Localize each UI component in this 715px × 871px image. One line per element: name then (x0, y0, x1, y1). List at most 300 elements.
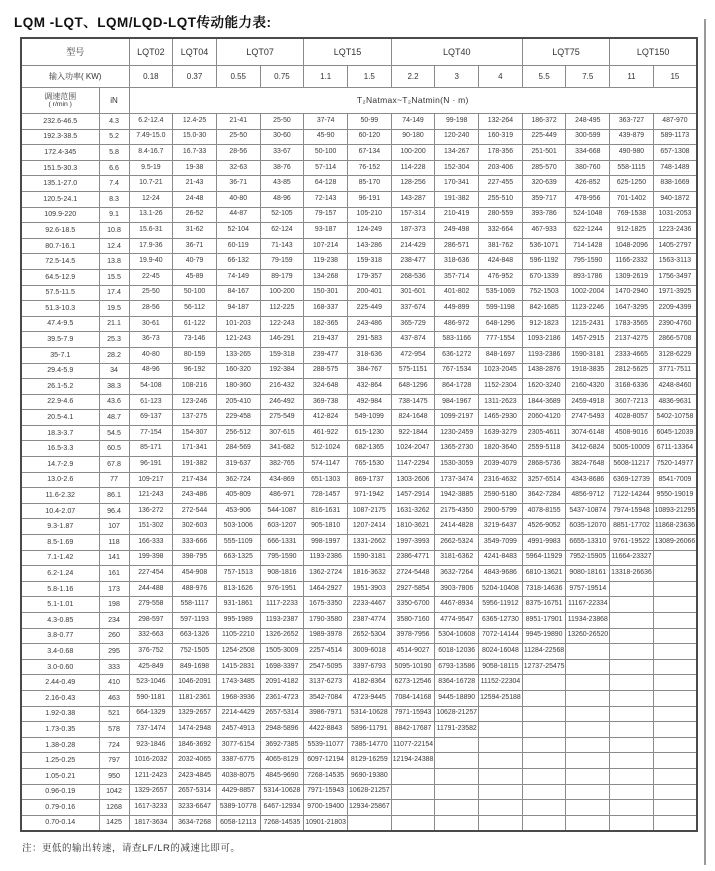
torque-cell: 40-80 (216, 191, 260, 207)
torque-cell: 11934-23868 (566, 613, 610, 629)
torque-cell: 2590-5180 (479, 488, 523, 504)
torque-cell: 1254-2508 (216, 644, 260, 660)
footer-note: 注：更低的输出转速，请查LF/LR的减速比即可。 (22, 843, 241, 855)
torque-cell: 4429-8857 (216, 784, 260, 800)
torque-cell: 157-314 (391, 207, 435, 223)
torque-cell: 225-449 (522, 129, 566, 145)
torque-cell: 398-795 (173, 550, 217, 566)
ratio-cell: 48.7 (99, 410, 129, 426)
ratio-cell: 950 (99, 768, 129, 784)
torque-cell: 60-120 (347, 129, 391, 145)
torque-cell: 38-76 (260, 160, 304, 176)
torque-cell: 3903-7806 (435, 581, 479, 597)
torque-cell: 9700-19400 (304, 800, 348, 816)
torque-cell (435, 815, 479, 831)
torque-cell: 36-71 (216, 176, 260, 192)
torque-cell: 359-717 (522, 191, 566, 207)
torque-cell: 52-104 (216, 223, 260, 239)
torque-cell: 3978-7956 (391, 628, 435, 644)
torque-cell: 503-1006 (216, 519, 260, 535)
torque-cell: 4467-8934 (435, 597, 479, 613)
torque-cell (479, 753, 523, 769)
torque-cell: 123-246 (173, 394, 217, 410)
torque-cell: 393-786 (522, 207, 566, 223)
torque-cell: 6097-12194 (304, 753, 348, 769)
torque-cell: 748-1489 (653, 160, 697, 176)
torque-cell: 19.9-40 (129, 254, 173, 270)
torque-cell (479, 768, 523, 784)
torque-cell: 664-1329 (129, 706, 173, 722)
speed-range-cell: 5.8-1.16 (21, 581, 99, 597)
torque-cell: 842-1685 (522, 301, 566, 317)
torque-cell: 40-79 (173, 254, 217, 270)
torque-cell: 238-477 (391, 254, 435, 270)
torque-cell: 1590-3181 (347, 550, 391, 566)
table-row (21, 628, 697, 644)
torque-cell: 4845-9690 (260, 768, 304, 784)
torque-cell: 21-41 (216, 114, 260, 130)
torque-cell: 2091-4182 (260, 675, 304, 691)
speed-range-cell: 7.1-1.42 (21, 550, 99, 566)
speed-range-cell: 51.3-10.3 (21, 301, 99, 317)
torque-cell: 1331-2662 (347, 535, 391, 551)
torque-cell (522, 722, 566, 738)
torque-cell (479, 722, 523, 738)
torque-cell: 765-1530 (347, 457, 391, 473)
table-row (21, 784, 697, 800)
torque-cell: 251-501 (522, 145, 566, 161)
torque-cell (479, 815, 523, 831)
torque-cell: 2948-5896 (260, 722, 304, 738)
torque-cell: 286-571 (435, 238, 479, 254)
torque-cell: 56-112 (173, 301, 217, 317)
torque-cell: 1997-3993 (391, 535, 435, 551)
torque-cell: 143-287 (391, 191, 435, 207)
torque-cell: 2459-4918 (566, 394, 610, 410)
torque-cell (522, 815, 566, 831)
torque-cell: 318-636 (347, 347, 391, 363)
torque-cell: 524-1048 (566, 207, 610, 223)
torque-cell: 2209-4399 (653, 301, 697, 317)
torque-cell: 227-454 (129, 566, 173, 582)
torque-cell (610, 706, 654, 722)
ratio-cell: 86.1 (99, 488, 129, 504)
torque-cell: 107-214 (304, 238, 348, 254)
torque-cell: 574-1147 (304, 457, 348, 473)
torque-cell: 558-1117 (173, 597, 217, 613)
torque-cell: 11868-23636 (653, 519, 697, 535)
torque-cell: 4065-8129 (260, 753, 304, 769)
table-row (21, 457, 697, 473)
torque-cell (610, 659, 654, 675)
torque-cell: 146-291 (260, 332, 304, 348)
speed-range-cell: 192.3-38.5 (21, 129, 99, 145)
torque-cell: 2257-4514 (304, 644, 348, 660)
ratio-cell: 6.6 (99, 160, 129, 176)
table-row (21, 363, 697, 379)
torque-cell: 1193-2386 (522, 347, 566, 363)
model-header-row (21, 38, 697, 66)
torque-cell: 461-922 (304, 425, 348, 441)
torque-cell: 2333-4665 (610, 347, 654, 363)
input-power-cell: 1.5 (347, 66, 391, 88)
ratio-cell: 25.3 (99, 332, 129, 348)
torque-cell: 4991-9983 (522, 535, 566, 551)
table-row (21, 379, 697, 395)
torque-cell: 12737-25475 (522, 659, 566, 675)
torque-cell: 487-970 (653, 114, 697, 130)
torque-cell: 94-187 (216, 301, 260, 317)
torque-cell: 2662-5324 (435, 535, 479, 551)
torque-cell: 738-1475 (391, 394, 435, 410)
speed-range-cell: 120.5-24.1 (21, 191, 99, 207)
ratio-cell: 19.5 (99, 301, 129, 317)
torque-cell: 31-62 (173, 223, 217, 239)
torque-cell: 1465-2930 (479, 410, 523, 426)
torque-cell: 72-143 (304, 191, 348, 207)
torque-cell: 1918-3835 (566, 363, 610, 379)
torque-cell: 1790-3580 (304, 613, 348, 629)
torque-cell: 10628-21257 (347, 784, 391, 800)
torque-cell (522, 784, 566, 800)
torque-cell: 67-134 (347, 145, 391, 161)
torque-cell (653, 659, 697, 675)
torque-cell: 8024-16048 (479, 644, 523, 660)
torque-cell: 200-401 (347, 285, 391, 301)
torque-cell: 535-1069 (479, 285, 523, 301)
table-row (21, 753, 697, 769)
torque-cell: 4514-9027 (391, 644, 435, 660)
ratio-cell: 77 (99, 472, 129, 488)
torque-cell: 412-824 (304, 410, 348, 426)
table-row (21, 644, 697, 660)
torque-cell: 45-89 (173, 269, 217, 285)
torque-cell: 384-767 (347, 363, 391, 379)
ratio-cell: 295 (99, 644, 129, 660)
torque-cell: 324-648 (304, 379, 348, 395)
table-row (21, 815, 697, 831)
torque-cell: 124-249 (347, 223, 391, 239)
torque-cell: 100-200 (391, 145, 435, 161)
torque-cell: 1474-2948 (173, 722, 217, 738)
torque-cell: 30-60 (260, 129, 304, 145)
torque-cell: 96-191 (129, 457, 173, 473)
table-row (21, 690, 697, 706)
torque-cell: 4774-9547 (435, 613, 479, 629)
torque-cell: 3257-6514 (522, 472, 566, 488)
torque-cell: 248-495 (566, 114, 610, 130)
torque-cell: 36-71 (173, 238, 217, 254)
torque-cell (610, 815, 654, 831)
torque-cell: 108-216 (173, 379, 217, 395)
torque-cell: 50-100 (173, 285, 217, 301)
torque-cell (435, 753, 479, 769)
torque-cell: 7971-15943 (391, 706, 435, 722)
torque-cell: 3632-7264 (435, 566, 479, 582)
torque-cell: 5314-10628 (260, 784, 304, 800)
torque-cell: 2652-5304 (347, 628, 391, 644)
torque-cell: 824-1648 (391, 410, 435, 426)
torque-cell: 45-90 (304, 129, 348, 145)
ratio-cell: 118 (99, 535, 129, 551)
torque-cell: 1181-2361 (173, 690, 217, 706)
torque-cell: 4723-9445 (347, 690, 391, 706)
speed-range-cell: 1.38-0.28 (21, 737, 99, 753)
torque-cell: 133-265 (216, 347, 260, 363)
torque-cell: 476-952 (479, 269, 523, 285)
torque-cell: 37-74 (304, 114, 348, 130)
torque-cell: 182-365 (304, 316, 348, 332)
torque-cell: 467-933 (522, 223, 566, 239)
torque-cell: 1329-2657 (129, 784, 173, 800)
torque-cell: 76-152 (347, 160, 391, 176)
torque-cell: 4843-9686 (479, 566, 523, 582)
torque-cell: 12.4-25 (173, 114, 217, 130)
torque-cell: 1046-2091 (173, 675, 217, 691)
torque-cell: 279-558 (129, 597, 173, 613)
torque-cell: 6810-13621 (522, 566, 566, 582)
torque-cell: 2868-5736 (522, 457, 566, 473)
torque-cell: 57-114 (304, 160, 348, 176)
speed-range-cell: 47.4-9.5 (21, 316, 99, 332)
model-cell: LQT75 (522, 38, 609, 66)
torque-cell: 1048-2096 (610, 238, 654, 254)
torque-cell: 16.7-33 (173, 145, 217, 161)
torque-cell: 6655-13310 (566, 535, 610, 551)
torque-cell: 4248-8460 (653, 379, 697, 395)
model-cell: LQT04 (173, 38, 217, 66)
ratio-header: iN (99, 88, 129, 114)
torque-cell (610, 722, 654, 738)
speed-range-cell: 92.6-18.5 (21, 223, 99, 239)
torque-cell: 816-1631 (304, 503, 348, 519)
torque-range-header: T₂Natmax~T₂Natmin(N · m) (129, 88, 697, 114)
torque-cell (610, 768, 654, 784)
torque-cell: 85-170 (347, 176, 391, 192)
torque-cell: 478-956 (566, 191, 610, 207)
torque-cell: 5964-11929 (522, 550, 566, 566)
torque-cell: 1617-3233 (129, 800, 173, 816)
torque-cell: 1951-3903 (347, 581, 391, 597)
torque-cell: 663-1325 (216, 550, 260, 566)
torque-cell: 9690-19380 (347, 768, 391, 784)
model-cell: LQT15 (304, 38, 391, 66)
torque-cell: 243-486 (347, 316, 391, 332)
torque-cell: 4508-9016 (610, 425, 654, 441)
torque-cell: 1639-3279 (479, 425, 523, 441)
torque-cell: 1211-2423 (129, 768, 173, 784)
torque-cell: 1193-2386 (304, 550, 348, 566)
torque-cell (347, 815, 391, 831)
input-power-cell: 15 (653, 66, 697, 88)
table-row (21, 472, 697, 488)
torque-cell: 682-1365 (347, 441, 391, 457)
torque-cell: 434-869 (260, 472, 304, 488)
torque-cell: 849-1698 (173, 659, 217, 675)
torque-cell: 2457-4913 (216, 722, 260, 738)
ratio-cell: 96.4 (99, 503, 129, 519)
torque-cell: 341-682 (260, 441, 304, 457)
table-row (21, 722, 697, 738)
torque-cell: 737-1474 (129, 722, 173, 738)
torque-cell: 3692-7385 (260, 737, 304, 753)
torque-cell: 922-1844 (391, 425, 435, 441)
speed-range-header-line1: 调速范围 (44, 92, 77, 101)
table-row (21, 488, 697, 504)
table-row (21, 800, 697, 816)
torque-cell: 728-1457 (304, 488, 348, 504)
torque-cell: 1326-2652 (260, 628, 304, 644)
torque-cell: 7268-14535 (304, 768, 348, 784)
torque-cell: 134-268 (304, 269, 348, 285)
torque-cell: 298-597 (129, 613, 173, 629)
torque-cell: 472-954 (391, 347, 435, 363)
torque-cell: 3168-6336 (610, 379, 654, 395)
torque-cell (653, 581, 697, 597)
torque-cell: 512-1024 (304, 441, 348, 457)
torque-cell: 272-544 (173, 503, 217, 519)
table-row (21, 394, 697, 410)
torque-cell: 599-1198 (479, 301, 523, 317)
torque-cell: 4182-8364 (347, 675, 391, 691)
torque-cell: 160-320 (216, 363, 260, 379)
ratio-cell: 5.2 (99, 129, 129, 145)
torque-cell: 2039-4079 (479, 457, 523, 473)
torque-cell: 1505-3009 (260, 644, 304, 660)
torque-cell (610, 644, 654, 660)
torque-cell: 2559-5118 (522, 441, 566, 457)
torque-cell: 22-45 (129, 269, 173, 285)
torque-cell: 13260-26520 (566, 628, 610, 644)
table-row (21, 160, 697, 176)
torque-cell: 931-1861 (216, 597, 260, 613)
table-row (21, 254, 697, 270)
torque-cell: 7520-14977 (653, 457, 697, 473)
table-row (21, 145, 697, 161)
torque-cell: 492-984 (347, 394, 391, 410)
torque-cell: 3412-6824 (566, 441, 610, 457)
torque-cell: 168-337 (304, 301, 348, 317)
torque-cell: 3824-7648 (566, 457, 610, 473)
input-power-cell: 0.75 (260, 66, 304, 88)
torque-cell: 2547-5095 (304, 659, 348, 675)
torque-cell: 2657-5314 (260, 706, 304, 722)
ratio-cell: 8.3 (99, 191, 129, 207)
torque-cell: 337-674 (391, 301, 435, 317)
torque-cell: 3397-6793 (347, 659, 391, 675)
torque-cell: 6793-13586 (435, 659, 479, 675)
torque-cell: 437-874 (391, 332, 435, 348)
torque-cell: 453-906 (216, 503, 260, 519)
torque-cell: 1405-2797 (653, 238, 697, 254)
torque-cell: 3074-6148 (566, 425, 610, 441)
table-row (21, 597, 697, 613)
ratio-cell: 333 (99, 659, 129, 675)
torque-cell: 5314-10628 (347, 706, 391, 722)
torque-cell: 1123-2246 (566, 301, 610, 317)
torque-cell: 5095-10190 (391, 659, 435, 675)
torque-cell: 180-360 (216, 379, 260, 395)
torque-cell (391, 815, 435, 831)
torque-cell: 62-124 (260, 223, 304, 239)
torque-cell (522, 737, 566, 753)
torque-cell: 8851-17702 (610, 519, 654, 535)
torque-cell: 60-119 (216, 238, 260, 254)
torque-cell: 66-132 (216, 254, 260, 270)
torque-cell: 912-1825 (610, 223, 654, 239)
torque-cell: 151-302 (129, 519, 173, 535)
torque-cell: 1329-2657 (173, 706, 217, 722)
torque-cell: 85-171 (129, 441, 173, 457)
torque-cell: 2657-5314 (173, 784, 217, 800)
ratio-cell: 260 (99, 628, 129, 644)
torque-cell: 79-157 (304, 207, 348, 223)
torque-cell: 5389-10778 (216, 800, 260, 816)
torque-cell: 666-1331 (260, 535, 304, 551)
torque-cell: 1303-2606 (391, 472, 435, 488)
torque-cell: 48-96 (129, 363, 173, 379)
torque-cell: 12-24 (129, 191, 173, 207)
torque-cell: 5204-10408 (479, 581, 523, 597)
torque-cell: 486-971 (260, 488, 304, 504)
torque-cell: 6.2-12.4 (129, 114, 173, 130)
torque-cell: 2361-4723 (260, 690, 304, 706)
torque-cell: 10893-21295 (653, 503, 697, 519)
torque-cell: 2233-4467 (347, 597, 391, 613)
torque-cell: 3233-6647 (173, 800, 217, 816)
torque-cell: 11791-23582 (435, 722, 479, 738)
torque-cell: 9445-18890 (435, 690, 479, 706)
torque-cell: 334-668 (566, 145, 610, 161)
torque-cell: 3077-6154 (216, 737, 260, 753)
torque-cell: 191-382 (435, 191, 479, 207)
torque-cell: 1362-2724 (304, 566, 348, 582)
torque-cell (653, 768, 697, 784)
torque-cell: 154-307 (173, 425, 217, 441)
torque-cell: 105-210 (347, 207, 391, 223)
torque-cell: 984-1967 (435, 394, 479, 410)
torque-cell: 1743-3485 (216, 675, 260, 691)
ratio-cell: 4.3 (99, 114, 129, 130)
torque-cell: 54-108 (129, 379, 173, 395)
torque-cell: 2316-4632 (479, 472, 523, 488)
torque-cell: 1783-3565 (610, 316, 654, 332)
torque-cell: 61-122 (173, 316, 217, 332)
torque-cell: 1846-3692 (173, 737, 217, 753)
torque-cell: 6467-12934 (260, 800, 304, 816)
torque-cell: 7.49-15.0 (129, 129, 173, 145)
torque-cell: 17.9-36 (129, 238, 173, 254)
torque-cell: 6711-13364 (653, 441, 697, 457)
torque-cell (610, 800, 654, 816)
torque-cell (653, 722, 697, 738)
torque-cell: 1117-2233 (260, 597, 304, 613)
torque-cell: 205-410 (216, 394, 260, 410)
torque-cell (653, 550, 697, 566)
torque-cell (610, 675, 654, 691)
torque-cell: 225-449 (347, 301, 391, 317)
torque-cell (435, 800, 479, 816)
torque-cell: 523-1046 (129, 675, 173, 691)
torque-cell: 2900-5799 (479, 503, 523, 519)
torque-cell: 369-738 (304, 394, 348, 410)
torque-cell: 651-1303 (304, 472, 348, 488)
torque-cell: 1147-2294 (391, 457, 435, 473)
torque-cell: 8541-7009 (653, 472, 697, 488)
torque-cell: 940-1872 (653, 191, 697, 207)
ratio-cell: 28.2 (99, 347, 129, 363)
torque-cell (522, 800, 566, 816)
